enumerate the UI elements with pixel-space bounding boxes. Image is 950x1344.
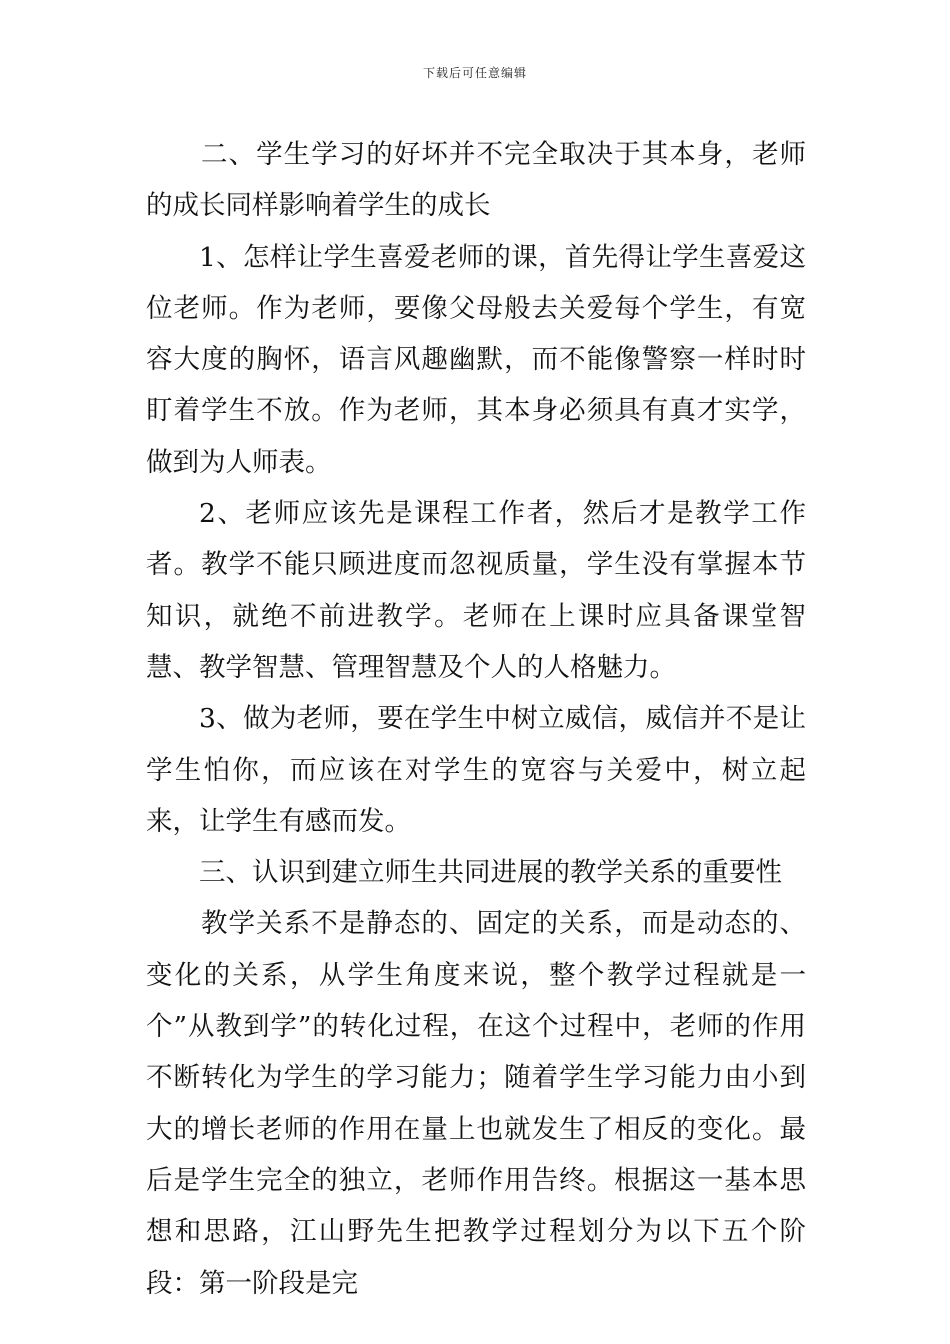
section-heading-two: 二、学生学习的好坏并不完全取决于其本身，老师的成长同样影响着学生的成长 <box>146 139 806 222</box>
document-body <box>146 129 806 1309</box>
paragraph-point-2: 2、老师应该先是课程工作者，然后才是教学工作者。教学不能只顾进度而忽视质量，学生没有掌握本节知识，就绝不前进教学。老师在上课时应具备课堂智慧、教学智慧、管理智慧及个人的人格魅力。 <box>146 498 806 683</box>
paragraph-point-1: 1、怎样让学生喜爱老师的课，首先得让学生喜爱这位老师。作为老师，要像父母般去关爱每个学生，有宽容大度的胸怀，语言风趣幽默，而不能像警察一样时时盯着学生不放。作为老师，其本身必须具有真才实学，做到为人师表。 <box>146 241 806 478</box>
section-heading-three: 三、认识到建立师生共同进展的教学关系的重要性 <box>199 857 782 889</box>
page-header: 下载后可任意编辑 <box>422 66 527 80</box>
paragraph-point-3: 3、做为老师，要在学生中树立威信，威信并不是让学生怕你，而应该在对学生的宽容与关爱中，树立起来，让学生有感而发。 <box>146 703 806 837</box>
paragraph-teaching-relationship: 教学关系不是静态的、固定的关系，而是动态的、变化的关系，从学生角度来说，整个教学过程就是一个”从教到学”的转化过程，在这个过程中，老师的作用不断转化为学生的学习能力；随着学生学习能力由小到大的增长老师的作用在量上也就发生了相反的变化。最后是学生完全的独立，老师作用告终。根据这一基本思想和思路，江山野先生把教学过程划分为以下五个阶段：第一阶段是完 <box>146 908 806 1299</box>
